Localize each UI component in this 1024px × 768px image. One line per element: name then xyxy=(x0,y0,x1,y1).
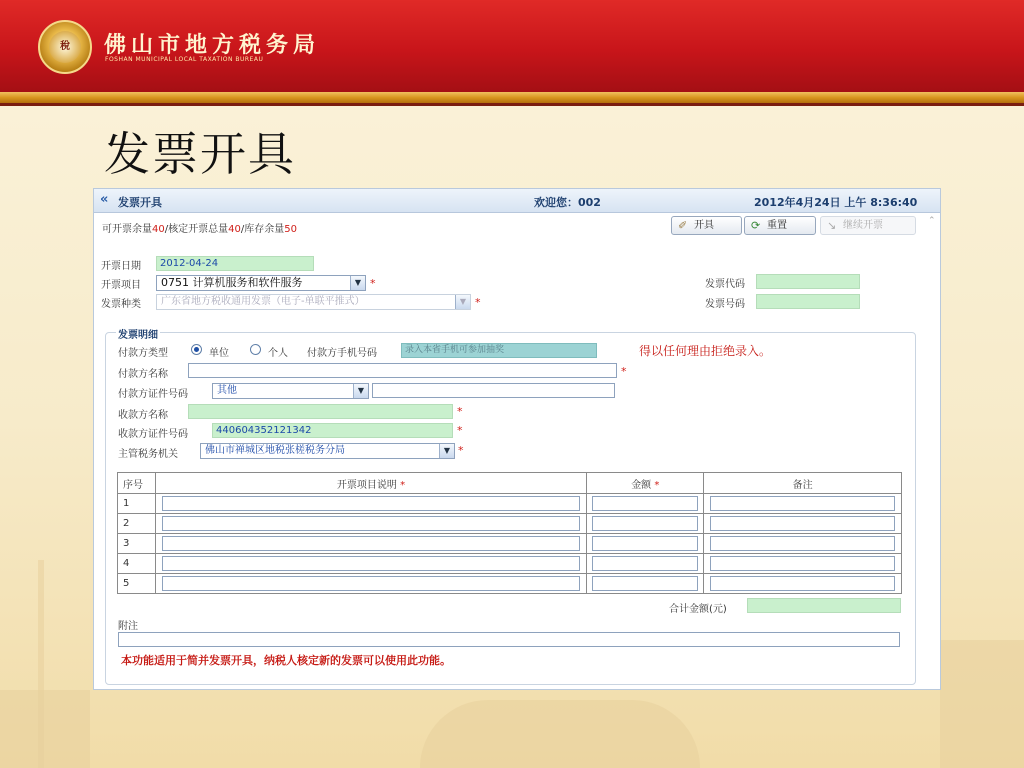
description-cell xyxy=(155,534,587,554)
app-title: 发票开具 xyxy=(118,196,162,209)
row-index: 3 xyxy=(118,534,156,554)
quota-remaining-value: 40 xyxy=(152,224,165,235)
reset-button-label: 重置 xyxy=(767,220,787,231)
invoice-code-field[interactable] xyxy=(756,274,860,289)
usage-note: 本功能适用于简并发票开具，纳税人核定新的发票可以使用此功能。 xyxy=(121,654,451,667)
warning-text: 得以任何理由拒绝录入。 xyxy=(639,344,772,358)
amount-cell xyxy=(587,494,704,514)
description-input[interactable] xyxy=(162,496,580,511)
row-index: 4 xyxy=(118,554,156,574)
row-index: 2 xyxy=(118,514,156,534)
payer-type-person-label: 个人 xyxy=(268,348,288,359)
table-row xyxy=(118,494,902,514)
invoice-item-value: 0751 计算机服务和软件服务 xyxy=(161,276,303,289)
tax-bureau-logo xyxy=(38,20,92,74)
remark-label: 附注 xyxy=(118,621,138,632)
remark-cell xyxy=(704,554,902,574)
invoice-number-field[interactable] xyxy=(756,294,860,309)
amount-input[interactable] xyxy=(592,536,698,551)
remark-cell xyxy=(704,534,902,554)
required-mark: * xyxy=(457,405,463,418)
amount-cell xyxy=(587,514,704,534)
required-mark: * xyxy=(457,424,463,437)
reset-button[interactable] xyxy=(744,216,816,235)
payer-id-input[interactable] xyxy=(372,383,615,398)
total-amount-label: 合计金额(元) xyxy=(669,604,727,615)
continue-button-label: 继续开票 xyxy=(843,220,883,231)
remark-input[interactable] xyxy=(710,536,895,551)
description-input[interactable] xyxy=(162,576,580,591)
remark-input[interactable] xyxy=(710,496,895,511)
payer-type-label: 付款方类型 xyxy=(118,348,168,359)
quota-stock-value: 50 xyxy=(284,224,297,235)
description-input[interactable] xyxy=(162,516,580,531)
invoice-type-select[interactable] xyxy=(156,294,471,310)
payer-type-org-label: 单位 xyxy=(209,348,229,359)
chevron-down-icon: ▼ xyxy=(455,295,470,309)
issue-button[interactable] xyxy=(671,216,742,235)
quota-approved-value: 40 xyxy=(228,224,241,235)
description-input[interactable] xyxy=(162,536,580,551)
payee-name-label: 收款方名称 xyxy=(118,410,168,421)
amount-input[interactable] xyxy=(592,516,698,531)
quota-approved-label: /核定开票总量 xyxy=(164,224,229,235)
payer-id-label: 付款方证件号码 xyxy=(118,389,188,400)
payer-type-person-radio[interactable] xyxy=(250,344,261,355)
header-gold-stripe xyxy=(0,92,1024,103)
description-cell xyxy=(155,574,587,594)
table-row xyxy=(118,554,902,574)
remark-cell xyxy=(704,514,902,534)
invoice-type-label: 发票种类 xyxy=(101,299,141,310)
agency-name-en: FOSHAN MUNICIPAL LOCAL TAXATION BUREAU xyxy=(105,56,264,63)
logo-emblem: 稅 xyxy=(49,31,81,63)
description-cell xyxy=(155,554,587,574)
amount-cell xyxy=(587,534,704,554)
agency-name: 佛山市地方税务局 xyxy=(104,32,321,58)
col-header-remark: 备注 xyxy=(704,473,902,494)
payer-phone-label: 付款方手机号码 xyxy=(307,348,377,359)
payee-id-label: 收款方证件号码 xyxy=(118,429,188,440)
tax-office-select[interactable] xyxy=(200,443,455,459)
col-header-amount xyxy=(587,473,704,494)
payee-name-field[interactable] xyxy=(188,404,453,419)
payer-phone-input[interactable]: 录入本省手机可参加抽奖 xyxy=(401,343,597,358)
chevron-down-icon: ▼ xyxy=(439,444,454,458)
table-row xyxy=(118,534,902,554)
remark-input[interactable] xyxy=(710,516,895,531)
invoice-date-label: 开票日期 xyxy=(101,261,141,272)
invoice-details-legend: 发票明细 xyxy=(116,326,160,341)
quota-remaining-label: 可开票余量 xyxy=(102,224,152,235)
description-input[interactable] xyxy=(162,556,580,571)
remark-input[interactable] xyxy=(710,556,895,571)
total-amount-field xyxy=(747,598,901,613)
required-mark: * xyxy=(621,365,627,378)
invoice-quota xyxy=(102,220,297,235)
invoice-app-window xyxy=(93,188,941,690)
invoice-number-label: 发票号码 xyxy=(705,299,745,310)
required-mark: * xyxy=(458,444,464,457)
payer-id-type-select[interactable] xyxy=(212,383,369,399)
amount-input[interactable] xyxy=(592,556,698,571)
remark-cell xyxy=(704,494,902,514)
col-header-description-label: 开票项目说明 xyxy=(336,479,397,491)
pen-icon: ✐ xyxy=(678,219,688,232)
arrow-icon: ↘ xyxy=(827,219,837,232)
table-row xyxy=(118,574,902,594)
scrollbar-up-icon[interactable]: ⌃ xyxy=(928,216,936,226)
welcome-text: 欢迎您：002 xyxy=(534,196,601,209)
refresh-icon: ⟳ xyxy=(751,219,761,232)
remark-cell xyxy=(704,574,902,594)
invoice-item-select[interactable] xyxy=(156,275,366,291)
required-mark: * xyxy=(475,296,481,309)
app-titlebar xyxy=(94,189,940,213)
remark-textarea[interactable] xyxy=(118,632,900,647)
amount-cell xyxy=(587,574,704,594)
row-index: 5 xyxy=(118,574,156,594)
chevron-down-icon: ▼ xyxy=(353,384,368,398)
skyline-building xyxy=(420,700,700,768)
amount-cell xyxy=(587,554,704,574)
table-row xyxy=(118,514,902,534)
required-mark: * xyxy=(370,277,376,290)
table-header-row xyxy=(118,473,902,494)
amount-input[interactable] xyxy=(592,576,698,591)
description-cell xyxy=(155,514,587,534)
invoice-type-value: 广东省地方税收通用发票（电子-单联平推式） xyxy=(161,296,365,307)
payer-type-org-radio[interactable] xyxy=(191,344,202,355)
col-header-amount-label: 金额 xyxy=(631,479,652,491)
skyline-building xyxy=(940,640,1024,768)
payee-id-field[interactable]: 440604352121342 xyxy=(212,423,453,438)
amount-input[interactable] xyxy=(592,496,698,511)
slide-title: 发票开具 xyxy=(104,127,296,181)
chevron-down-icon: ▼ xyxy=(350,276,365,290)
payer-name-input[interactable] xyxy=(188,363,617,378)
header-dark-stripe xyxy=(0,103,1024,106)
col-header-description xyxy=(155,473,587,494)
datetime-text: 2012年4月24日 上午 8:36:40 xyxy=(754,196,918,209)
invoice-items-table xyxy=(117,472,902,594)
description-cell xyxy=(155,494,587,514)
collapse-arrow-icon[interactable]: « xyxy=(100,192,109,207)
col-header-index: 序号 xyxy=(118,473,156,494)
invoice-code-label: 发票代码 xyxy=(705,279,745,290)
quota-stock-label: /库存余量 xyxy=(240,224,285,235)
required-mark: * xyxy=(400,479,406,491)
skyline-building xyxy=(0,690,90,768)
tax-office-label: 主管税务机关 xyxy=(118,449,178,460)
issue-button-label: 开具 xyxy=(694,220,714,231)
payer-id-type-value: 其他 xyxy=(217,385,237,396)
tax-office-value: 佛山市禅城区地税张槎税务分局 xyxy=(205,445,345,456)
continue-button[interactable] xyxy=(820,216,916,235)
required-mark: * xyxy=(654,479,660,491)
invoice-date-field[interactable]: 2012-04-24 xyxy=(156,256,314,271)
payer-name-label: 付款方名称 xyxy=(118,369,168,380)
invoice-item-label: 开票项目 xyxy=(101,280,141,291)
remark-input[interactable] xyxy=(710,576,895,591)
row-index: 1 xyxy=(118,494,156,514)
